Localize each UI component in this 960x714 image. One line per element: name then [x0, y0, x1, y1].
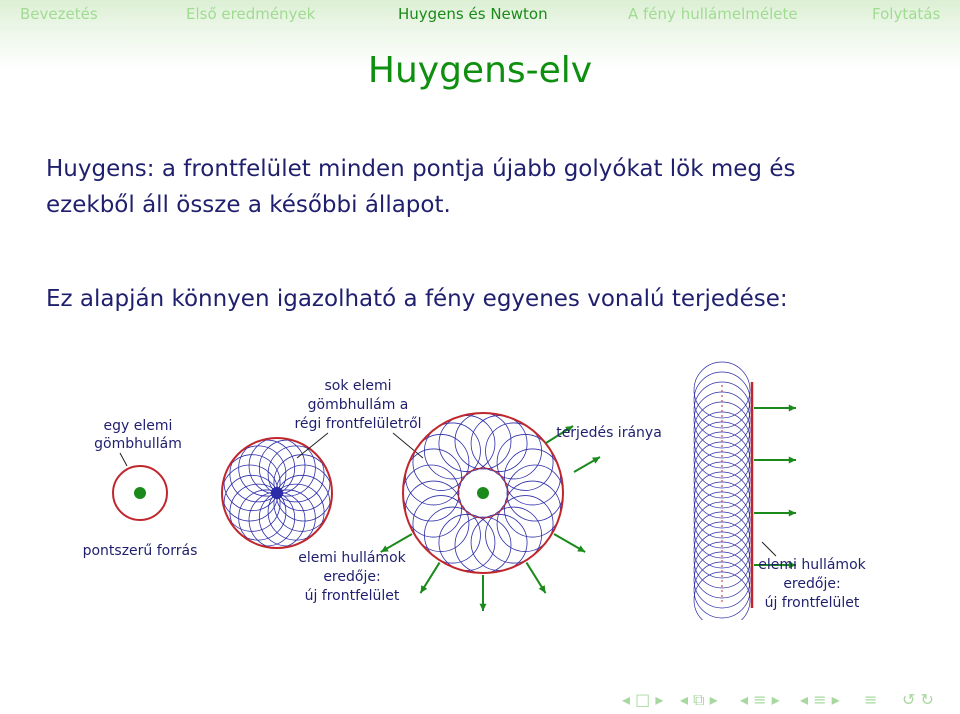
paragraph-propagation: Ez alapján könnyen igazolható a fény egyenes vonalú terjedése: [46, 286, 788, 312]
panel-small-front [222, 438, 332, 548]
large-wavelet [403, 465, 459, 521]
panel-large-front [381, 413, 585, 611]
panel-single-wavelet [83, 418, 198, 559]
label-uj-frontfelulet-2: új frontfelület [764, 595, 860, 611]
small-wavelet [239, 440, 295, 496]
paragraph-huygens-line2: ezekből áll össze a későbbi állapot. [46, 192, 451, 218]
slide-title: Huygens-elv [367, 50, 593, 91]
pointer-line [297, 433, 328, 458]
propagation-arrow [480, 575, 487, 611]
label-pontszeru-forras: pontszerű forrás [82, 543, 198, 559]
large-wavelet [455, 413, 511, 469]
label-egy-elemi: egy elemi [103, 418, 173, 434]
nav-elso-eredmenyek[interactable]: Első eredmények [186, 5, 316, 23]
nav-search-controls[interactable]: ↺ ↻ [902, 690, 934, 709]
propagation-arrow [754, 405, 796, 412]
propagation-arrow [754, 510, 796, 517]
label-eredoje: eredője: [323, 569, 381, 585]
nav-huygens-es-newton[interactable]: Huygens és Newton [398, 5, 548, 23]
nav-subsection-controls[interactable]: ◂ ⧉ ▸ [680, 690, 718, 709]
huygens-figure [0, 360, 960, 620]
label-gombhullam-a: gömbhullám a [307, 397, 409, 413]
panel-plane-front [574, 362, 796, 620]
label-eredoje-2: eredője: [783, 576, 841, 592]
paragraph-huygens-line1: Huygens: a frontfelület minden pontja újabb golyókat lök meg és [46, 156, 796, 182]
point-source-dot [134, 487, 146, 499]
nav-frame-controls[interactable]: ◂ □ ▸ [622, 690, 664, 709]
pointer-line [762, 542, 776, 556]
label-elemi-hullamok: elemi hullámok [298, 550, 406, 566]
propagation-arrow [420, 563, 439, 594]
nav-folytatas[interactable]: Folytatás [872, 5, 941, 23]
label-uj-frontfelulet: új frontfelület [304, 588, 400, 604]
nav-slide-controls[interactable]: ◂ ≡ ▸ [800, 690, 840, 709]
small-wavelet [259, 490, 315, 546]
label-terjedes-iranya: terjedés iránya [556, 425, 662, 441]
propagation-arrow [574, 457, 600, 472]
small-wavelet [274, 455, 330, 511]
small-wavelet [224, 475, 280, 531]
nav-section-controls[interactable]: ◂ ≡ ▸ [740, 690, 780, 709]
pointer-line [120, 453, 127, 466]
nav-feny-hullamelmelete[interactable]: A fény hullámelmélete [628, 5, 798, 23]
propagation-arrow [754, 457, 796, 464]
label-sok-elemi: sok elemi [324, 378, 392, 394]
small-source-dot [271, 487, 283, 499]
nav-menu-icon[interactable]: ≡ [864, 690, 878, 709]
label-regi-frontfeluletrol: régi frontfelületről [294, 416, 422, 432]
large-wavelet [507, 465, 563, 521]
propagation-arrow [526, 563, 545, 594]
label-gombhullam: gömbhullám [94, 436, 182, 452]
large-wavelet [455, 517, 511, 573]
label-elemi-hullamok-2: elemi hullámok [758, 557, 866, 573]
large-source-dot [477, 487, 489, 499]
propagation-arrow [554, 534, 585, 552]
nav-bevezetes[interactable]: Bevezetés [20, 5, 98, 23]
